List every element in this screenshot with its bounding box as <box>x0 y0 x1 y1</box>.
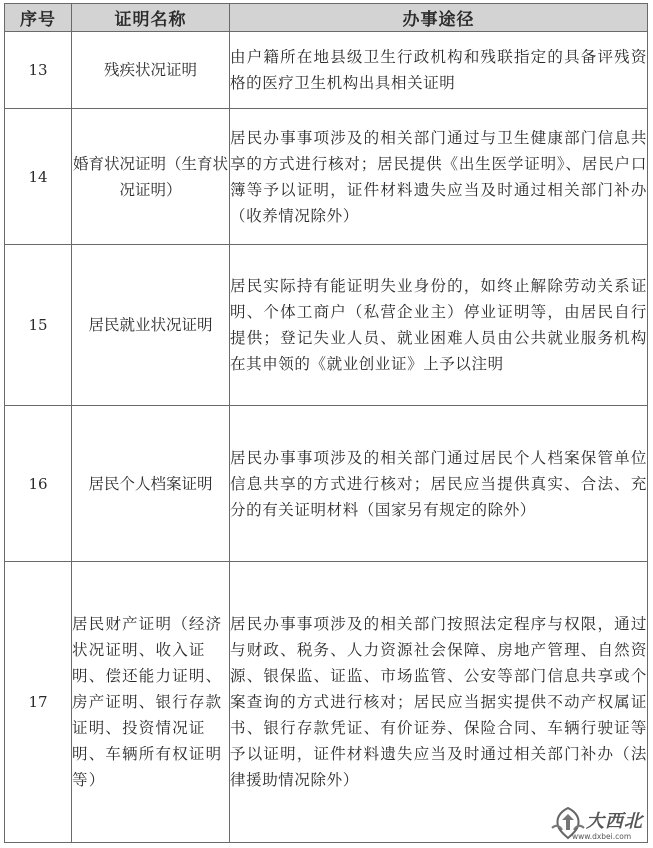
table-header-row <box>5 4 648 32</box>
proof-name: 居民财产证明（经济状况证明、收入证明、偿还能力证明、房产证明、银行存款证明、投资情况证明、车辆所有权证明等） <box>72 562 230 843</box>
row-number: 17 <box>5 562 72 843</box>
procedure-text: 由户籍所在地县级卫生行政机构和残联指定的具备评残资格的医疗卫生机构出具相关证明 <box>230 32 648 109</box>
table-row <box>5 562 648 843</box>
row-number: 15 <box>5 245 72 406</box>
site-watermark <box>548 806 643 844</box>
table-row <box>5 406 648 562</box>
procedure-text: 居民办事事项涉及的相关部门通过与卫生健康部门信息共享的方式进行核对；居民提供《出生医学证明》、居民户口簿等予以证明，证件材料遗失应当及时通过相关部门补办（收养情况除外） <box>230 109 648 245</box>
proof-name: 居民就业状况证明 <box>72 245 230 406</box>
proof-name: 残疾状况证明 <box>72 32 230 109</box>
proof-table <box>4 3 648 843</box>
table-row <box>5 32 648 109</box>
proof-name: 居民个人档案证明 <box>72 406 230 562</box>
procedure-text: 居民实际持有能证明失业身份的，如终止解除劳动关系证明、个体工商户（私营企业主）停业证明等，由居民自行提供；登记失业人员、就业困难人员由公共就业服务机构在其申领的《就业创业证》上予以注明 <box>230 245 648 406</box>
proof-name: 婚育状况证明（生育状况证明） <box>72 109 230 245</box>
header-number: 序号 <box>5 4 72 32</box>
watermark-url: www.dxbei.com <box>572 832 632 841</box>
procedure-text: 居民办事事项涉及的相关部门通过居民个人档案保管单位信息共享的方式进行核对；居民应当提供真实、合法、充分的有关证明材料（国家另有规定的除外） <box>230 406 648 562</box>
row-number: 16 <box>5 406 72 562</box>
procedure-text: 居民办事事项涉及的相关部门按照法定程序与权限，通过与财政、税务、人力资源社会保障、房地产管理、自然资源、银保监、证监、市场监管、公安等部门信息共享或个案查询的方式进行核对；居民应当据实提供不动产权属证书、银行存款凭证、有价证券、保险合同、车辆行驶证等予以证明，证件材料遗失应当及时通过相关部门补办（法律援助情况除外） <box>230 562 648 843</box>
header-proof-name: 证明名称 <box>72 4 230 32</box>
header-procedure: 办事途径 <box>230 4 648 32</box>
table-row <box>5 245 648 406</box>
table-row <box>5 109 648 245</box>
row-number: 13 <box>5 32 72 109</box>
row-number: 14 <box>5 109 72 245</box>
watermark-text: 大西北 <box>586 811 643 832</box>
